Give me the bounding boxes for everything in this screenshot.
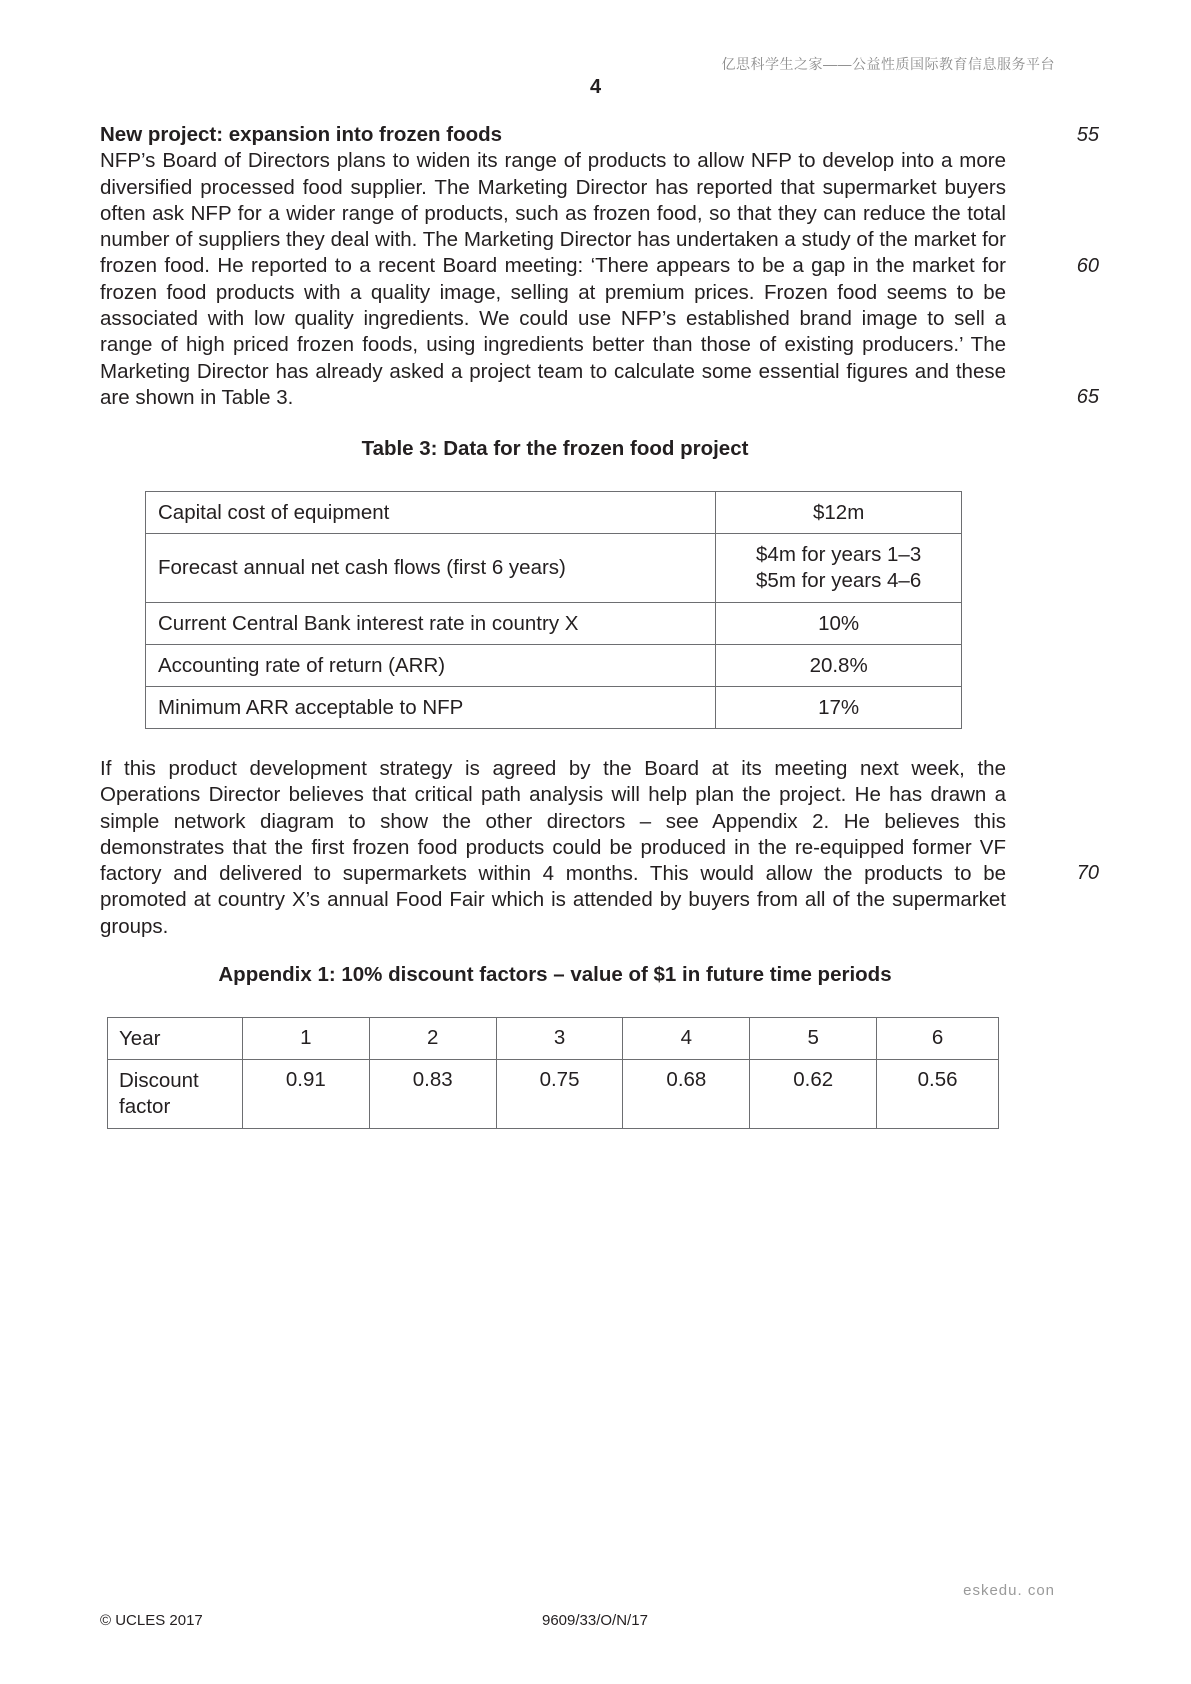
year-cell: 6	[877, 1018, 999, 1060]
appendix1-table	[107, 1017, 999, 1129]
section-block	[100, 122, 1006, 411]
discount-factor-label	[108, 1060, 243, 1129]
table3	[145, 491, 962, 729]
appendix1-title: Appendix 1: 10% discount factors – value of $1 in future time periods	[218, 963, 892, 986]
year-cell: 5	[750, 1018, 877, 1060]
table3-value-line1: $4m for years 1–3	[756, 543, 922, 566]
table3-value: 20.8%	[716, 645, 962, 687]
table-row	[146, 603, 962, 645]
table3-value: $12m	[716, 492, 962, 534]
line-number-60: 60	[1076, 255, 1099, 277]
footer-watermark: eskedu. con	[963, 1582, 1055, 1599]
paragraph-2: If this product development strategy is agreed by the Board at its meeting next week, the Operations Director believes that critical path analysis will help plan the project. He has drawn a simple network diagram to show the other directors – see Appendix 2. He believes this demonstrates that the first frozen food products could be produced in the re-equipped former VF factory and delivered to supermarkets within 4 months. This would allow the products to be promoted at country X’s annual Food Fair which is attended by buyers from all of the supermarket groups.	[100, 757, 1006, 938]
table3-title: Table 3: Data for the frozen food project	[361, 437, 749, 460]
line-number-55: 55	[1076, 124, 1099, 146]
table-row	[108, 1060, 999, 1129]
year-cell: 3	[496, 1018, 623, 1060]
table3-value	[716, 534, 962, 603]
discount-factor-label-line2: factor	[119, 1095, 171, 1118]
footer-copyright: © UCLES 2017	[100, 1612, 203, 1629]
table3-value-line2: $5m for years 4–6	[756, 569, 922, 592]
table3-value: 17%	[716, 687, 962, 729]
year-cell: 1	[242, 1018, 369, 1060]
section-heading: New project: expansion into frozen foods	[100, 123, 503, 146]
table-row	[146, 687, 962, 729]
footer-code: 9609/33/O/N/17	[542, 1612, 648, 1629]
year-cell: 2	[369, 1018, 496, 1060]
table3-label: Current Central Bank interest rate in country X	[146, 603, 716, 645]
table-row	[108, 1018, 999, 1060]
year-cell: 4	[623, 1018, 750, 1060]
table3-label: Forecast annual net cash flows (first 6 years)	[146, 534, 716, 603]
table3-label: Minimum ARR acceptable to NFP	[146, 687, 716, 729]
factor-cell: 0.75	[496, 1060, 623, 1129]
table-row	[146, 645, 962, 687]
discount-factor-label-line1: Discount	[119, 1069, 199, 1092]
table-row	[146, 492, 962, 534]
factor-cell: 0.91	[242, 1060, 369, 1129]
paragraph-1: NFP’s Board of Directors plans to widen its range of products to allow NFP to develop into a more diversified processed food supplier. The Marketing Director has reported that supermarket buyers often ask NFP for a wider range of products, such as frozen food, so that they can reduce the total number of suppliers they deal with. The Marketing Director has undertaken a study of the market for frozen food. He reported to a recent Board meeting: ‘There appears to be a gap in the market for frozen food products with a quality image, selling at premium prices. Frozen food seems to be associated with low quality ingredients. We could use NFP’s established brand image to sell a range of high priced frozen foods, using ingredients better than those of existing producers.’ The Marketing Director has already asked a project team to calculate some essential figures and these are shown in Table 3.	[100, 149, 1006, 409]
page-number: 4	[589, 76, 602, 98]
factor-cell: 0.56	[877, 1060, 999, 1129]
header-watermark: 亿思科学生之家——公益性质国际教育信息服务平台	[721, 56, 1055, 72]
factor-cell: 0.68	[623, 1060, 750, 1129]
line-number-70: 70	[1076, 862, 1099, 884]
line-number-65: 65	[1076, 386, 1099, 408]
year-label: Year	[108, 1018, 243, 1060]
table3-label: Capital cost of equipment	[146, 492, 716, 534]
section-block-2	[100, 756, 1006, 940]
table-row	[146, 534, 962, 603]
factor-cell: 0.83	[369, 1060, 496, 1129]
factor-cell: 0.62	[750, 1060, 877, 1129]
table3-label: Accounting rate of return (ARR)	[146, 645, 716, 687]
table3-value: 10%	[716, 603, 962, 645]
